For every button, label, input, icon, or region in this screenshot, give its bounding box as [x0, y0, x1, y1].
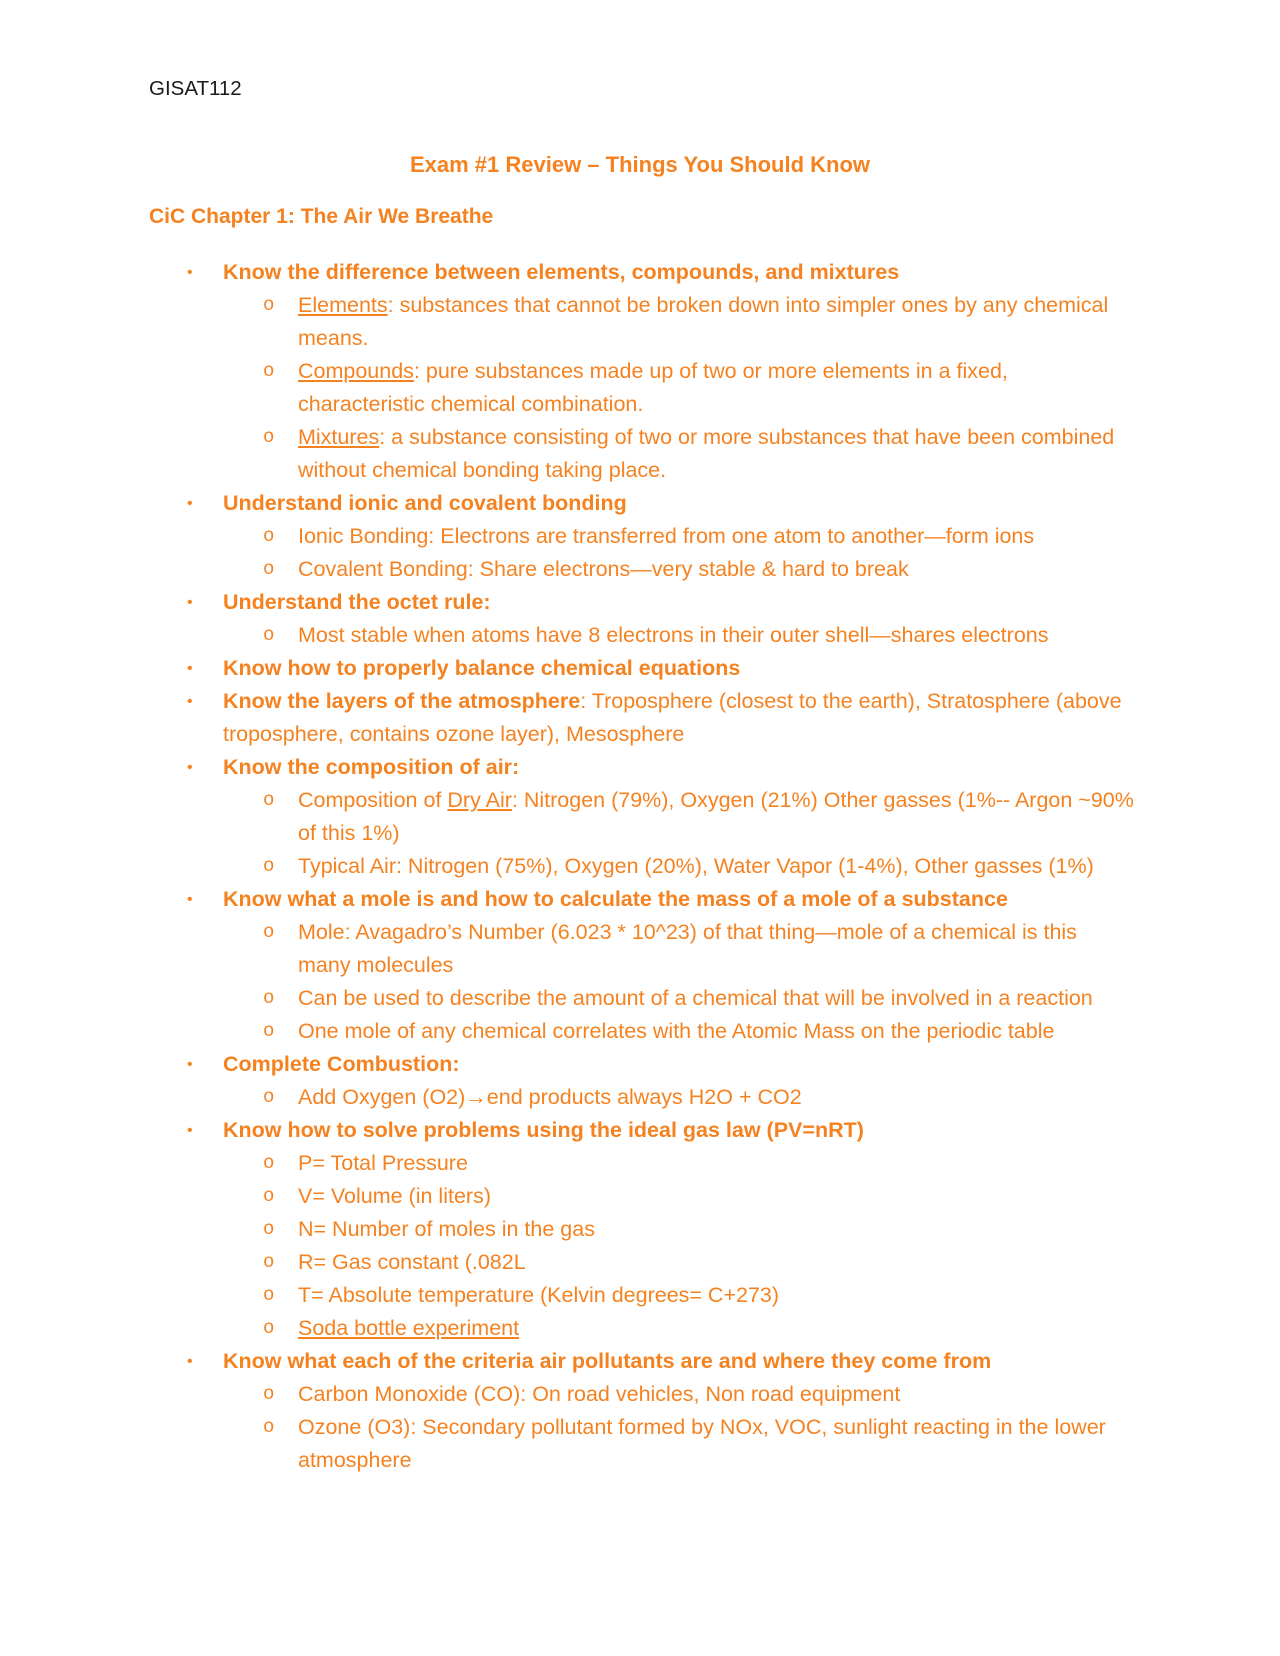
- dry-air-prefix: Composition of: [298, 788, 448, 812]
- definition-elements: : substances that cannot be broken down into simpler ones by any chemical means.: [298, 293, 1109, 350]
- bullet-item: [149, 1048, 1134, 1081]
- sub-marker: o: [263, 1383, 275, 1405]
- sub-item: [149, 553, 1134, 586]
- sub-marker: o: [263, 558, 275, 580]
- sub-item: [149, 1213, 1134, 1246]
- bullet-marker: •: [187, 891, 193, 908]
- mole-definition-text: Mole: Avagadro’s Number (6.023 * 10^23) of that thing—mole of a chemical is this many molecules: [298, 920, 1077, 977]
- bullet-marker: •: [187, 264, 193, 281]
- sub-marker: o: [263, 360, 275, 382]
- bullet-item: [149, 883, 1134, 916]
- definition-mixtures: : a substance consisting of two or more substances that have been combined without chemical bonding taking place.: [298, 425, 1115, 482]
- mole-use-text: Can be used to describe the amount of a chemical that will be involved in a reaction: [298, 986, 1093, 1010]
- bullet-item: [149, 487, 1134, 520]
- chapter-heading: CiC Chapter 1: The Air We Breathe: [149, 205, 494, 228]
- sub-item: [149, 784, 1134, 850]
- sub-item: [149, 916, 1134, 982]
- combustion-text: Add Oxygen (O2)→end products always H2O + CO2: [298, 1085, 802, 1109]
- atmosphere-layers-text: : Troposphere (closest to the earth), Stratosphere (above troposphere, contains ozone layer), Mesosphere: [223, 689, 1122, 746]
- sub-item: [149, 1081, 1134, 1114]
- sub-item: [149, 289, 1134, 355]
- gas-law-p-text: P= Total Pressure: [298, 1151, 468, 1175]
- sub-item: [149, 1279, 1134, 1312]
- sub-marker: o: [263, 1086, 275, 1108]
- bullet-marker: •: [187, 1056, 193, 1073]
- bullet-marker: •: [187, 693, 193, 710]
- sub-marker: o: [263, 1020, 275, 1042]
- sub-item: [149, 1246, 1134, 1279]
- sub-marker: o: [263, 855, 275, 877]
- sub-marker: o: [263, 1284, 275, 1306]
- bullet-heading: Know the layers of the atmosphere: [223, 689, 581, 713]
- sub-item: [149, 850, 1134, 883]
- typical-air-text: Typical Air: Nitrogen (75%), Oxygen (20%), Water Vapor (1-4%), Other gasses (1%): [298, 854, 1094, 878]
- gas-law-r-text: R= Gas constant (.082L: [298, 1250, 526, 1274]
- bullet-item: [149, 1345, 1134, 1378]
- term-mixtures: Mixtures: [298, 425, 380, 449]
- term-elements: Elements: [298, 293, 388, 317]
- bullet-heading: Understand ionic and covalent bonding: [223, 491, 627, 515]
- dry-air-text: : Nitrogen (79%), Oxygen (21%) Other gasses (1%-- Argon ~90% of this 1%): [298, 788, 1134, 845]
- bullet-marker: •: [187, 594, 193, 611]
- sub-item: [149, 355, 1134, 421]
- octet-rule-text: Most stable when atoms have 8 electrons in their outer shell—shares electrons: [298, 623, 1049, 647]
- bullet-heading: Know how to solve problems using the ideal gas law (PV=nRT): [223, 1118, 864, 1142]
- sub-item: [149, 982, 1134, 1015]
- bullet-item: [149, 256, 1134, 289]
- document-header: GISAT112: [149, 77, 242, 100]
- sub-marker: o: [263, 1416, 275, 1438]
- bullet-marker: •: [187, 660, 193, 677]
- sub-marker: o: [263, 624, 275, 646]
- soda-bottle-experiment: Soda bottle experiment: [298, 1316, 520, 1340]
- sub-marker: o: [263, 294, 275, 316]
- gas-law-t-text: T= Absolute temperature (Kelvin degrees= C+273): [298, 1283, 780, 1307]
- sub-item: [149, 1411, 1134, 1477]
- bullet-item: [149, 652, 1134, 685]
- sub-marker: o: [263, 987, 275, 1009]
- bullet-item: [149, 685, 1134, 751]
- sub-item: [149, 1015, 1134, 1048]
- pollutant-ozone-text: Ozone (O3): Secondary pollutant formed by NOx, VOC, sunlight reacting in the lower atmosphere: [298, 1415, 1106, 1472]
- bullet-heading: Know how to properly balance chemical equations: [223, 656, 741, 680]
- term-dry-air: Dry Air: [447, 788, 512, 812]
- bullet-heading: Know the difference between elements, compounds, and mixtures: [223, 260, 900, 284]
- sub-marker: o: [263, 1317, 275, 1339]
- covalent-bonding-text: Covalent Bonding: Share electrons—very stable & hard to break: [298, 557, 909, 581]
- sub-item: [149, 520, 1134, 553]
- sub-item: [149, 1180, 1134, 1213]
- bullet-item: [149, 1114, 1134, 1147]
- review-list: [149, 256, 1134, 1477]
- bullet-marker: •: [187, 759, 193, 776]
- sub-marker: o: [263, 426, 275, 448]
- bullet-item: [149, 751, 1134, 784]
- sub-marker: o: [263, 921, 275, 943]
- gas-law-n-text: N= Number of moles in the gas: [298, 1217, 595, 1241]
- page-title: Exam #1 Review – Things You Should Know: [409, 152, 871, 177]
- sub-item: [149, 1378, 1134, 1411]
- definition-compounds: : pure substances made up of two or more elements in a fixed, characteristic chemical combination.: [298, 359, 1008, 416]
- term-compounds: Compounds: [298, 359, 414, 383]
- gas-law-v-text: V= Volume (in liters): [298, 1184, 491, 1208]
- bullet-heading: Know the composition of air:: [223, 755, 520, 779]
- sub-item: [149, 1147, 1134, 1180]
- bullet-item: [149, 586, 1134, 619]
- sub-item: [149, 1312, 1134, 1345]
- ionic-bonding-text: Ionic Bonding: Electrons are transferred from one atom to another—form ions: [298, 524, 1035, 548]
- mole-atomic-mass-text: One mole of any chemical correlates with the Atomic Mass on the periodic table: [298, 1019, 1055, 1043]
- sub-item: [149, 421, 1134, 487]
- bullet-marker: •: [187, 495, 193, 512]
- bullet-heading: Understand the octet rule:: [223, 590, 491, 614]
- sub-marker: o: [263, 789, 275, 811]
- sub-marker: o: [263, 525, 275, 547]
- bullet-heading: Know what each of the criteria air pollutants are and where they come from: [223, 1349, 992, 1373]
- pollutant-co-text: Carbon Monoxide (CO): On road vehicles, Non road equipment: [298, 1382, 901, 1406]
- bullet-heading: Know what a mole is and how to calculate the mass of a mole of a substance: [223, 887, 1008, 911]
- sub-marker: o: [263, 1251, 275, 1273]
- bullet-marker: •: [187, 1122, 193, 1139]
- sub-marker: o: [263, 1152, 275, 1174]
- bullet-heading: Complete Combustion:: [223, 1052, 460, 1076]
- bullet-marker: •: [187, 1353, 193, 1370]
- sub-item: [149, 619, 1134, 652]
- sub-marker: o: [263, 1218, 275, 1240]
- sub-marker: o: [263, 1185, 275, 1207]
